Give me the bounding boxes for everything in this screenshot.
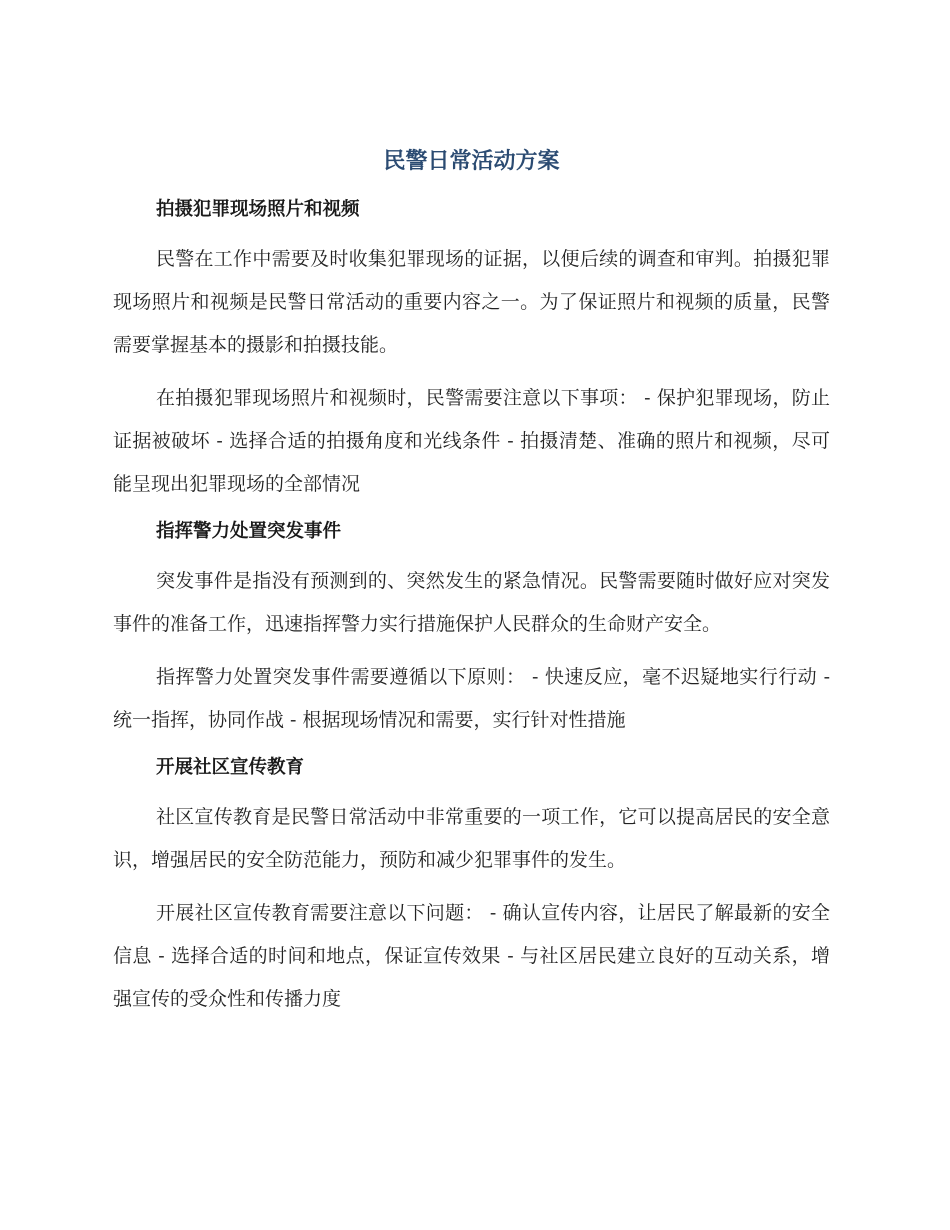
paragraph: 民警在工作中需要及时收集犯罪现场的证据，以便后续的调查和审判。拍摄犯罪现场照片和视频是民警日常活动的重要内容之一。为了保证照片和视频的质量，民警需要掌握基本的摄影和拍摄技能。 (113, 248, 830, 356)
section-emergency-command (113, 518, 830, 742)
paragraph: 突发事件是指没有预测到的、突然发生的紧急情况。民警需要随时做好应对突发事件的准备工作，迅速指挥警力实行措施保护人民群众的生命财产安全。 (113, 570, 830, 635)
paragraph: 社区宣传教育是民警日常活动中非常重要的一项工作，它可以提高居民的安全意识，增强居民的安全防范能力，预防和减少犯罪事件的发生。 (113, 806, 830, 871)
paragraph: 开展社区宣传教育需要注意以下问题： - 确认宣传内容，让居民了解最新的安全信息 - 选择合适的时间和地点，保证宣传效果 - 与社区居民建立良好的互动关系，增强宣传的受众性和传播力度 (113, 902, 830, 1010)
document-title: 民警日常活动方案 (383, 149, 560, 174)
section-crime-scene-photography (113, 196, 830, 506)
section-heading: 拍摄犯罪现场照片和视频 (156, 199, 360, 220)
section-heading: 开展社区宣传教育 (156, 757, 305, 778)
section-community-education (113, 754, 830, 1021)
paragraph: 指挥警力处置突发事件需要遵循以下原则： - 快速反应，毫不迟疑地实行行动 - 统一指挥，协同作战 - 根据现场情况和需要，实行针对性措施 (113, 666, 830, 731)
document-page (113, 140, 830, 1021)
paragraph: 在拍摄犯罪现场照片和视频时，民警需要注意以下事项： - 保护犯罪现场，防止证据被破坏 - 选择合适的拍摄角度和光线条件 - 拍摄清楚、准确的照片和视频，尽可能呈现出犯罪现场的全部情况 (113, 387, 830, 495)
section-heading: 指挥警力处置突发事件 (156, 521, 342, 542)
